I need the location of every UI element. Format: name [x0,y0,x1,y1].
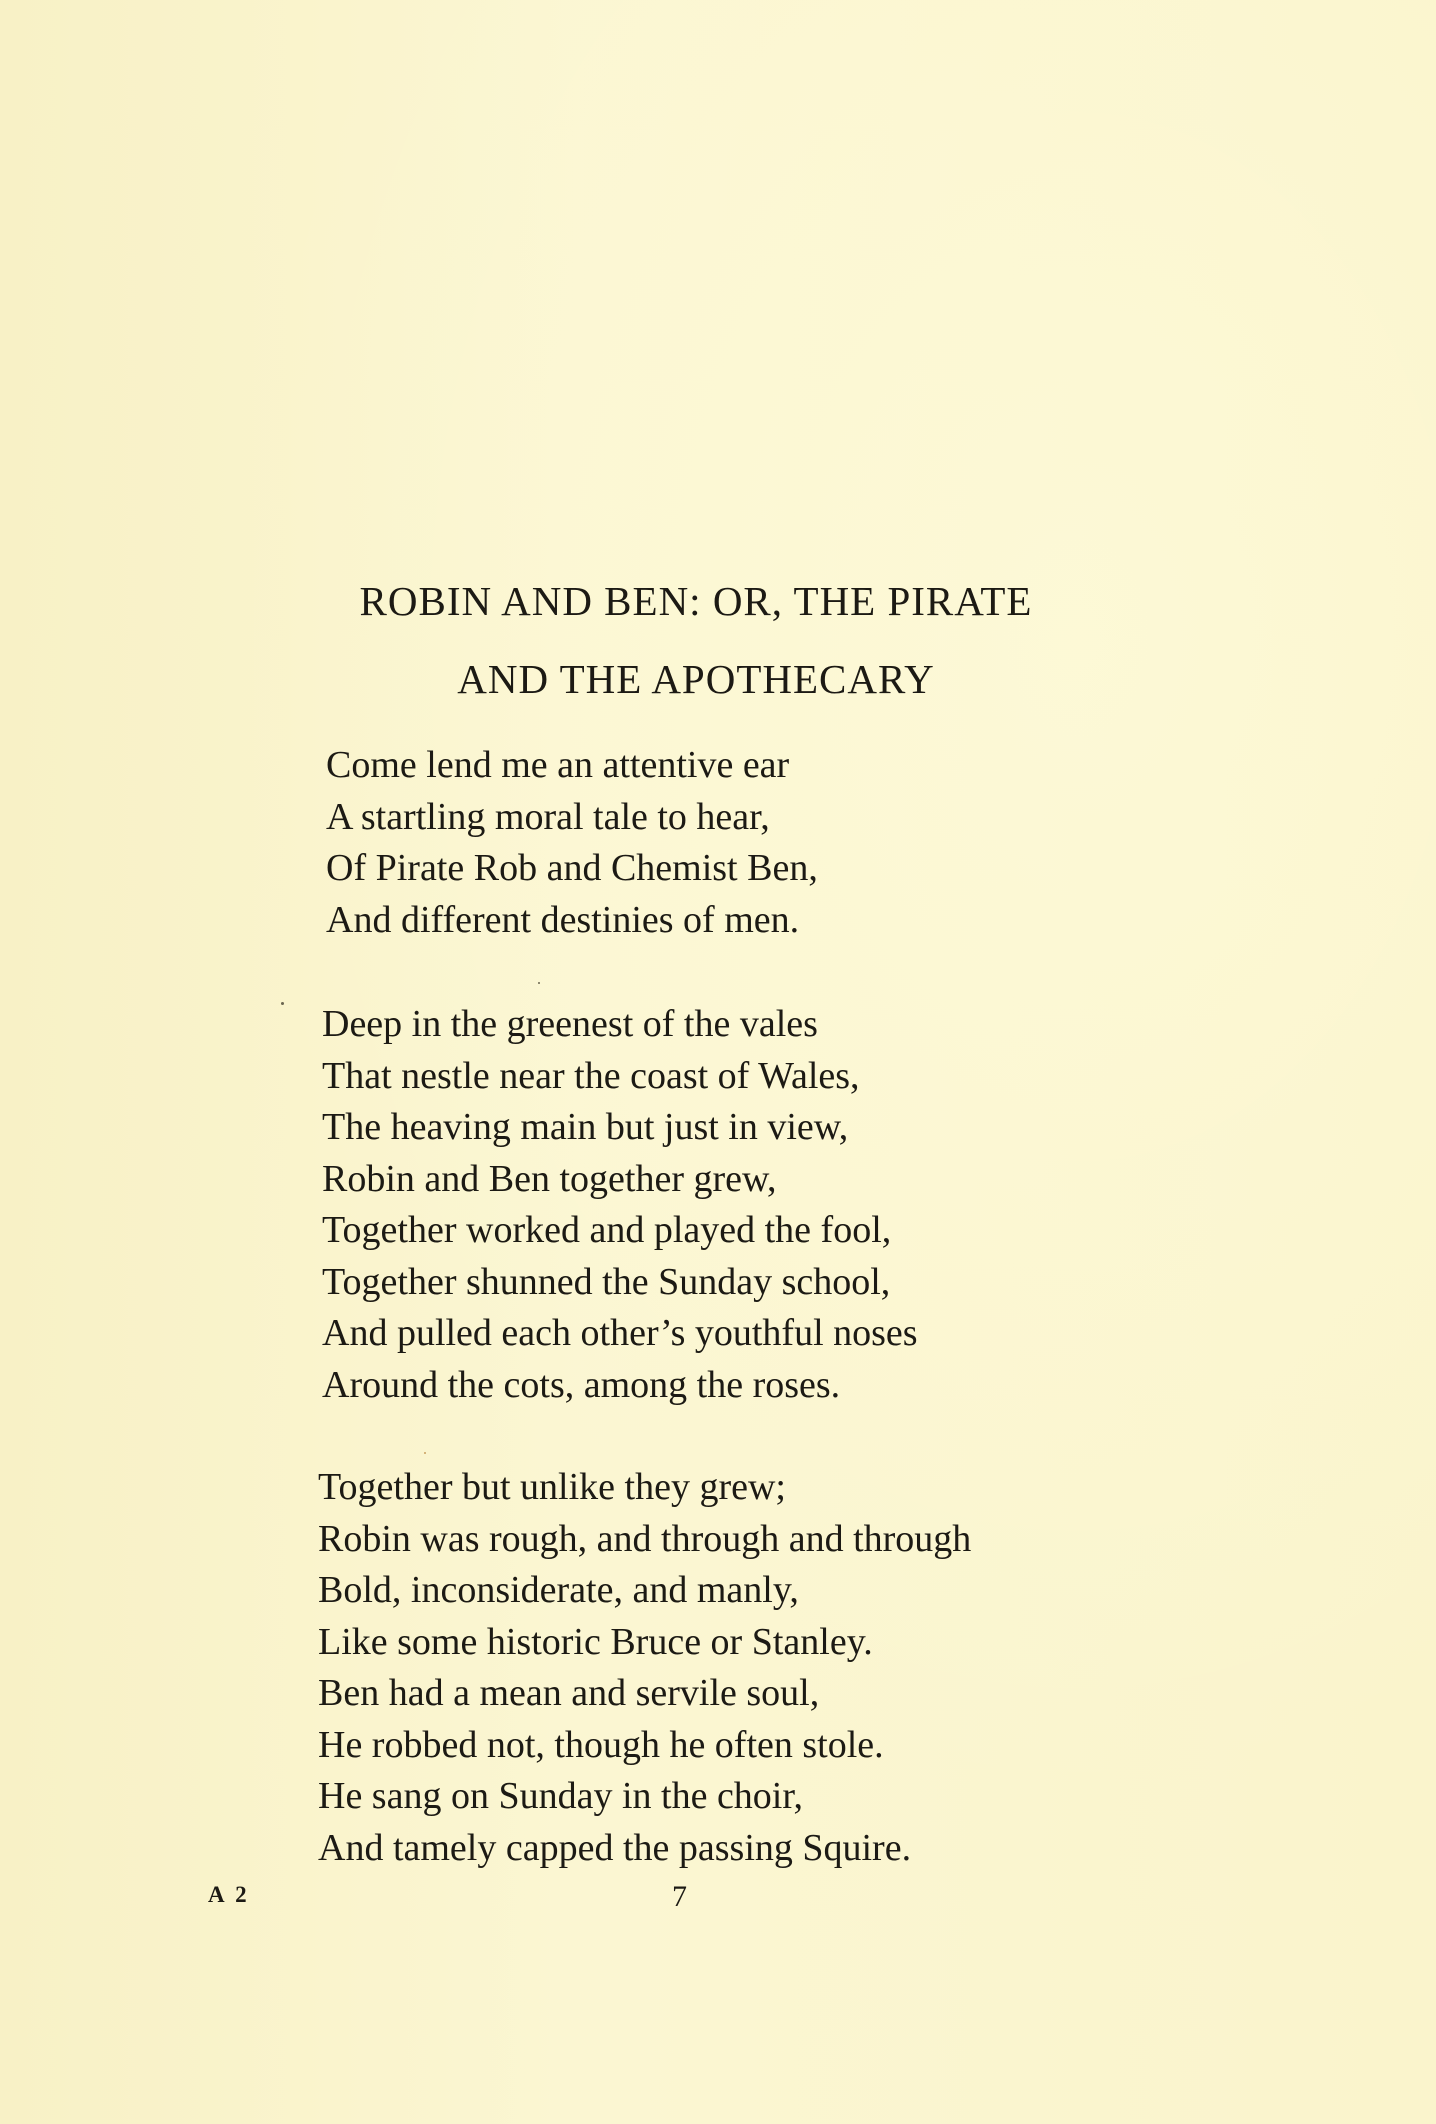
verse-line: He sang on Sunday in the choir, [318,1775,804,1817]
stanza-3 [318,1462,971,1874]
verse-line: Come lend me an attentive ear [326,744,790,786]
title-line-2: AND THE APOTHECARY [457,656,935,702]
verse-line: He robbed not, though he often stole. [318,1723,884,1766]
stanza-2 [322,999,918,1411]
verse-line: Robin was rough, and through and through [318,1517,972,1560]
verse-line: Together but unlike they grew; [318,1466,786,1508]
ink-speck [424,1452,426,1454]
verse-line: And different destinies of men. [326,898,800,941]
verse-line: Around the cots, among the roses. [322,1363,841,1406]
verse-line: Like some historic Bruce or Stanley. [318,1620,873,1663]
verse-line: Together shunned the Sunday school, [322,1260,891,1303]
verse-line: Of Pirate Rob and Chemist Ben, [326,847,818,889]
verse-line: A startling moral tale to hear, [326,795,770,838]
verse-line: Bold, inconsiderate, and manly, [318,1569,799,1611]
ink-speck [281,1002,284,1005]
verse-line: The heaving main but just in view, [322,1106,849,1148]
signature-mark: A 2 [208,1882,250,1907]
poem-title [0,562,1392,718]
verse-line: Robin and Ben together grew, [322,1157,777,1200]
title-line-1: ROBIN AND BEN: OR, THE PIRATE [359,578,1033,624]
verse-line: Deep in the greenest of the vales [322,1003,818,1045]
verse-line: Ben had a mean and servile soul, [318,1672,820,1714]
verse-line: That nestle near the coast of Wales, [322,1054,860,1097]
verse-line: And pulled each other’s youthful noses [322,1312,918,1354]
page-number: 7 [672,1880,687,1913]
ink-speck [538,982,540,984]
stanza-1 [326,740,818,946]
verse-line: And tamely capped the passing Squire. [318,1826,912,1869]
verse-line: Together worked and played the fool, [322,1209,892,1251]
